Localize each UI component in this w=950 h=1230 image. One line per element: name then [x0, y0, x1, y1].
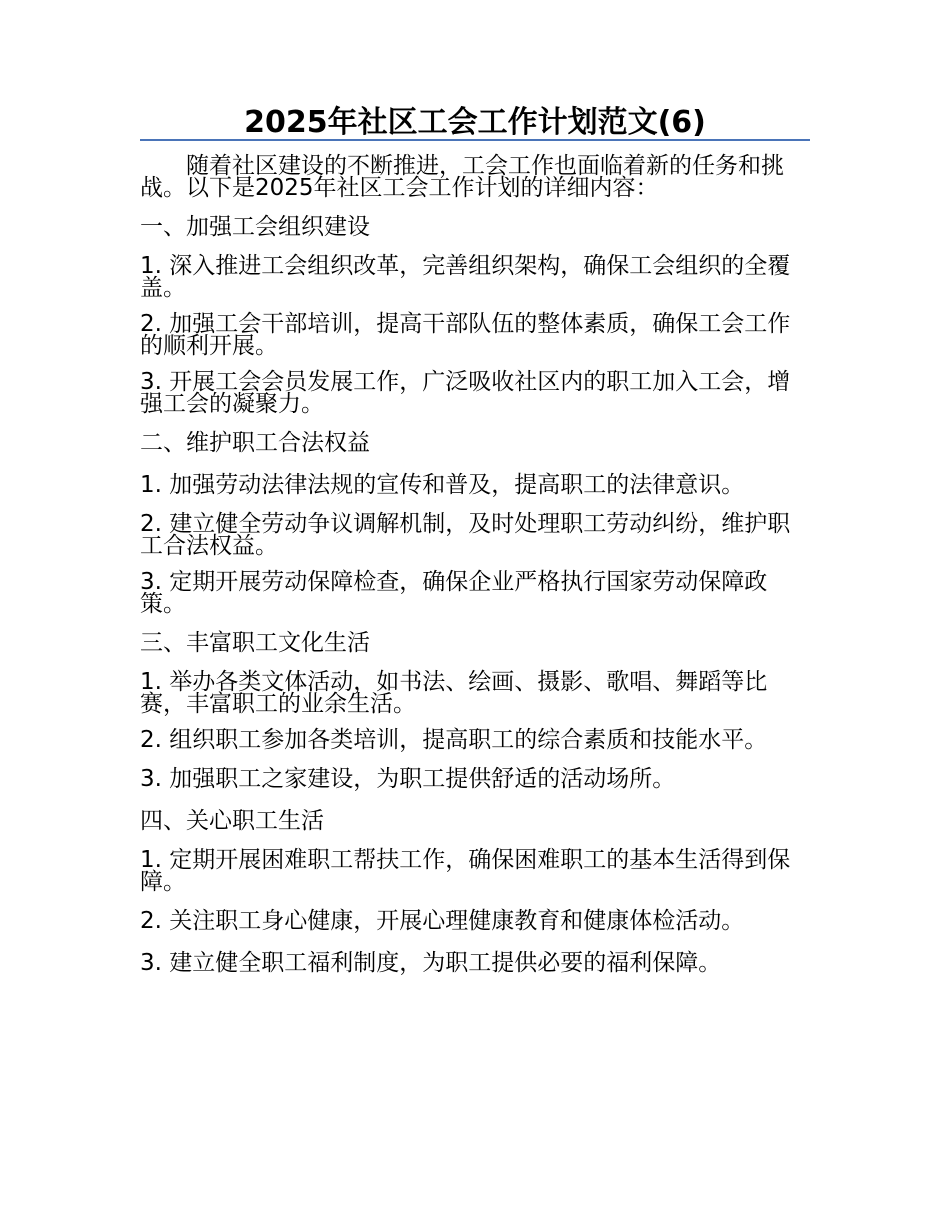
- section-1-item-3: 3. 开展工会会员发展工作，广泛吸收社区内的职工加入工会，增强工会的凝聚力。: [140, 369, 791, 417]
- section-4-item-1: 1. 定期开展困难职工帮扶工作，确保困难职工的基本生活得到保障。: [140, 847, 791, 895]
- section-3-item-2: 2. 组织职工参加各类培训，提高职工的综合素质和技能水平。: [140, 727, 768, 753]
- section-3-item-3: 3. 加强职工之家建设，为职工提供舒适的活动场所。: [140, 766, 676, 792]
- section-heading-2: 二、维护职工合法权益: [140, 430, 370, 456]
- intro-paragraph: 随着社区建设的不断推进，工会工作也面临着新的任务和挑战。以下是2025年社区工会工作计划的详细内容：: [140, 153, 784, 201]
- section-2-item-3: 3. 定期开展劳动保障检查，确保企业严格执行国家劳动保障政策。: [140, 569, 768, 617]
- section-heading-3: 三、丰富职工文化生活: [140, 630, 370, 656]
- section-1-item-1: 1. 深入推进工会组织改革，完善组织架构，确保工会组织的全覆盖。: [140, 253, 791, 301]
- section-2-item-1: 1. 加强劳动法律法规的宣传和普及，提高职工的法律意识。: [140, 472, 745, 498]
- section-heading-1: 一、加强工会组织建设: [140, 214, 370, 240]
- section-4-item-3: 3. 建立健全职工福利制度，为职工提供必要的福利保障。: [140, 950, 722, 976]
- document-body: [140, 155, 810, 991]
- title-underline: [140, 139, 810, 141]
- section-heading-4: 四、关心职工生活: [140, 808, 324, 834]
- section-3-item-1: 1. 举办各类文体活动，如书法、绘画、摄影、歌唱、舞蹈等比赛，丰富职工的业余生活。: [140, 669, 768, 717]
- document-title: 2025年社区工会工作计划范文(6): [244, 105, 706, 140]
- section-2-item-2: 2. 建立健全劳动争议调解机制，及时处理职工劳动纠纷，维护职工合法权益。: [140, 511, 791, 559]
- section-4-item-2: 2. 关注职工身心健康，开展心理健康教育和健康体检活动。: [140, 908, 745, 934]
- section-1-item-2: 2. 加强工会干部培训，提高干部队伍的整体素质，确保工会工作的顺利开展。: [140, 311, 791, 359]
